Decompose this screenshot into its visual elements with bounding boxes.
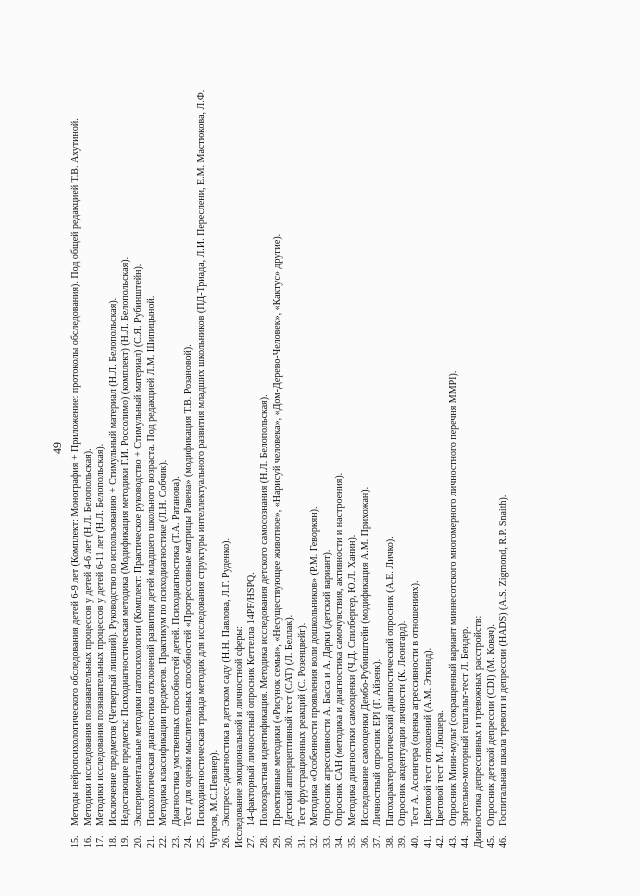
item-number: 26. (221, 835, 233, 848)
list-item (423, 58, 436, 848)
list-item (435, 58, 448, 848)
item-text: Экспресс-диагностика в детском саду (Н.Н. Павлова, Л.Г. Руденко). (221, 537, 233, 826)
list-item (272, 58, 285, 848)
item-text: Патохарактерологический диагностический опросник (А.Е. Личко). (384, 536, 396, 826)
item-text: Детский апперцептивный тест (CAT) (Л. Беллак). (284, 614, 296, 826)
item-text: Методики исследования познавательных процессов у детей 4-6 лет (Н.Л. Белопольская). (82, 448, 94, 826)
list-item (360, 58, 373, 848)
item-number: 40. (410, 835, 422, 848)
list-item (372, 58, 385, 848)
item-text: Госпитальная шкала тревоги и депрессии (HADS) (A.S. Zigmond, R.P. Snaith). (498, 494, 510, 826)
list-item (196, 58, 221, 848)
list-item (83, 58, 96, 848)
item-number: 25. (195, 835, 207, 848)
list-item (284, 58, 297, 848)
item-text: Цветовой тест М. Люшера. (435, 710, 447, 826)
list-item (120, 58, 133, 848)
section-heading: Диагностика депрессивных и тревожных расстройств: (473, 615, 484, 848)
item-text: Методы нейропсихологического обследования детей 6-9 лет (Комплект: Монография + Приложение: протоколы обследования). Под общей редакцией Т.В. Ахутиной. (70, 118, 81, 826)
item-number: 23. (170, 835, 182, 848)
item-text: Цветовой тест отношений (А.М. Эткинд). (422, 647, 434, 826)
item-number: 45. (485, 835, 497, 848)
list-item (146, 58, 159, 848)
item-number: 31. (296, 835, 308, 848)
page-number: 49 (50, 442, 64, 454)
item-text: Методики исследования познавательных процессов у детей 6-11 лет (Н.Л. Белопольская). (95, 443, 107, 826)
item-text: Тест А. Ассингера (оценка агрессивности в отношениях). (410, 580, 422, 826)
item-number: 32. (309, 835, 321, 848)
list-item (183, 58, 196, 848)
item-text: Опросник САН (методика и диагностика самочувствия, активности и настроения). (334, 472, 346, 826)
item-text: Опросник детской депрессии (CDI) (М. Ковач). (485, 624, 497, 826)
item-number: 43. (447, 835, 459, 848)
list-item (221, 58, 234, 848)
item-number: 20. (132, 835, 144, 848)
item-number: 44. (460, 835, 472, 848)
list-item (498, 58, 511, 848)
item-text: Экспериментальные методики патопсихологии (Комплект: Практическое руководство + Стимульный материал) (С.Я. Рубинштейн). (132, 263, 144, 826)
item-number: 22. (158, 835, 170, 848)
item-text: Методика «Особенности проявления воли дошкольников» (Р.М. Геворкян). (309, 506, 321, 826)
list-item (309, 58, 322, 848)
item-text: Личностный опросник EPI (Г. Айзенк). (372, 658, 384, 826)
item-number: 19. (120, 835, 132, 848)
list-item (259, 58, 272, 848)
item-number: 15. (70, 835, 81, 848)
item-number: 24. (183, 835, 195, 848)
item-text: Полоозрастная идентификация. Методика исследования детского самосознания (Н.Л. Белопольская). (258, 394, 270, 826)
item-number: 46. (498, 835, 510, 848)
list-item (70, 58, 83, 848)
item-text: Проективные методики («Рисунок семьи», «Несуществующее животное», «Нарисуй человека», «Дом-Дерево-Человек», «Кактус» другие). (271, 233, 283, 826)
list-item (171, 58, 184, 848)
item-number: 16. (82, 835, 94, 848)
list-item (108, 58, 121, 848)
entry-list (70, 58, 511, 848)
item-text: Психодиагностическая триада методик для исследования структуры интеллектуального развития младших школьников (ПД-Триада, Л.И. Переслени, Е.М. Мастюкова, Л.Ф. Чупров, М.С.Певзнер). (195, 89, 220, 848)
item-number: 36. (359, 835, 371, 848)
list-item (460, 58, 473, 848)
item-text: Диагностика умственных способностей детей. Психодиагностика (Т.А. Ратанова). (170, 476, 182, 826)
item-number: 18. (107, 835, 119, 848)
list-item (158, 58, 171, 848)
list-item (385, 58, 398, 848)
item-number: 28. (258, 835, 270, 848)
item-number: 33. (321, 835, 333, 848)
list-item (347, 58, 360, 848)
item-number: 37. (372, 835, 384, 848)
item-number: 38. (384, 835, 396, 848)
item-number: 29. (271, 835, 283, 848)
item-text: Опросник агрессивности А. Басса и А. Дарки (детский вариант). (321, 549, 333, 826)
item-number: 34. (334, 835, 346, 848)
list-item (246, 58, 259, 848)
section-heading: Исследование эмоциональной и личностной сферы: (233, 626, 245, 848)
item-text: Методика диагностики самооценки (Ч.Д. Спилбергер, Ю.Л. Ханин). (347, 534, 359, 826)
item-number: 35. (347, 835, 359, 848)
item-number: 27. (246, 835, 258, 848)
item-text: Тест фрустрационных реакций (С. Розенцвейг). (296, 622, 308, 826)
item-number: 30. (284, 835, 296, 848)
item-text: Исключение предметов (Четвертый лишний). Руководство по использованию + Стимульный материал (Н.Л. Белопольская). (107, 297, 119, 826)
item-number: 21. (145, 835, 157, 848)
item-number: 39. (397, 835, 409, 848)
item-text: Тест для оценки мыслительных способностей «Прогрессивные матрицы Равена» (модификация Т.В. Розановой). (183, 344, 195, 826)
list-item (297, 58, 310, 848)
list-item (486, 58, 499, 848)
item-text: Методика классификации предметов. Практикум по психодиагностике (Л.Н. Собчик). (158, 459, 170, 826)
rotated-page (40, 48, 600, 848)
list-item (410, 58, 423, 848)
list-item (397, 58, 410, 848)
item-text: Опросник акцентуации личности (К. Леонгард). (397, 620, 409, 826)
list-item (133, 58, 146, 848)
item-text: Психологическая диагностика отклонений развития детей младшего школьного возраста. Под редакцией Л.М. Шипицыной. (145, 295, 157, 826)
item-text: 14-факторный личностный опросник Кеттелла 14PF/HSPQ. (246, 572, 258, 826)
item-text: Исследование самооценки Дембо-Рубинштейн (модификация А.М. Прихожан). (359, 486, 371, 826)
item-number: 41. (422, 835, 434, 848)
item-text: Зрительно-моторный гештальт-тест Л. Бендер. (460, 626, 472, 826)
item-number: 42. (435, 835, 447, 848)
list-item (322, 58, 335, 848)
list-item (95, 58, 108, 848)
list-item (448, 58, 461, 848)
item-text: Опросник Мини-мульт (сокращенный вариант миннесотского многомерного личностного перечня MMPI). (447, 370, 459, 826)
list-item (334, 58, 347, 848)
item-text: Недостающие предметы: Психодиагностическая методика (Модификация методики Г.И. Россолимо) (комплект) (Н.Л. Белопольская). (120, 256, 132, 826)
item-number: 17. (95, 835, 107, 848)
